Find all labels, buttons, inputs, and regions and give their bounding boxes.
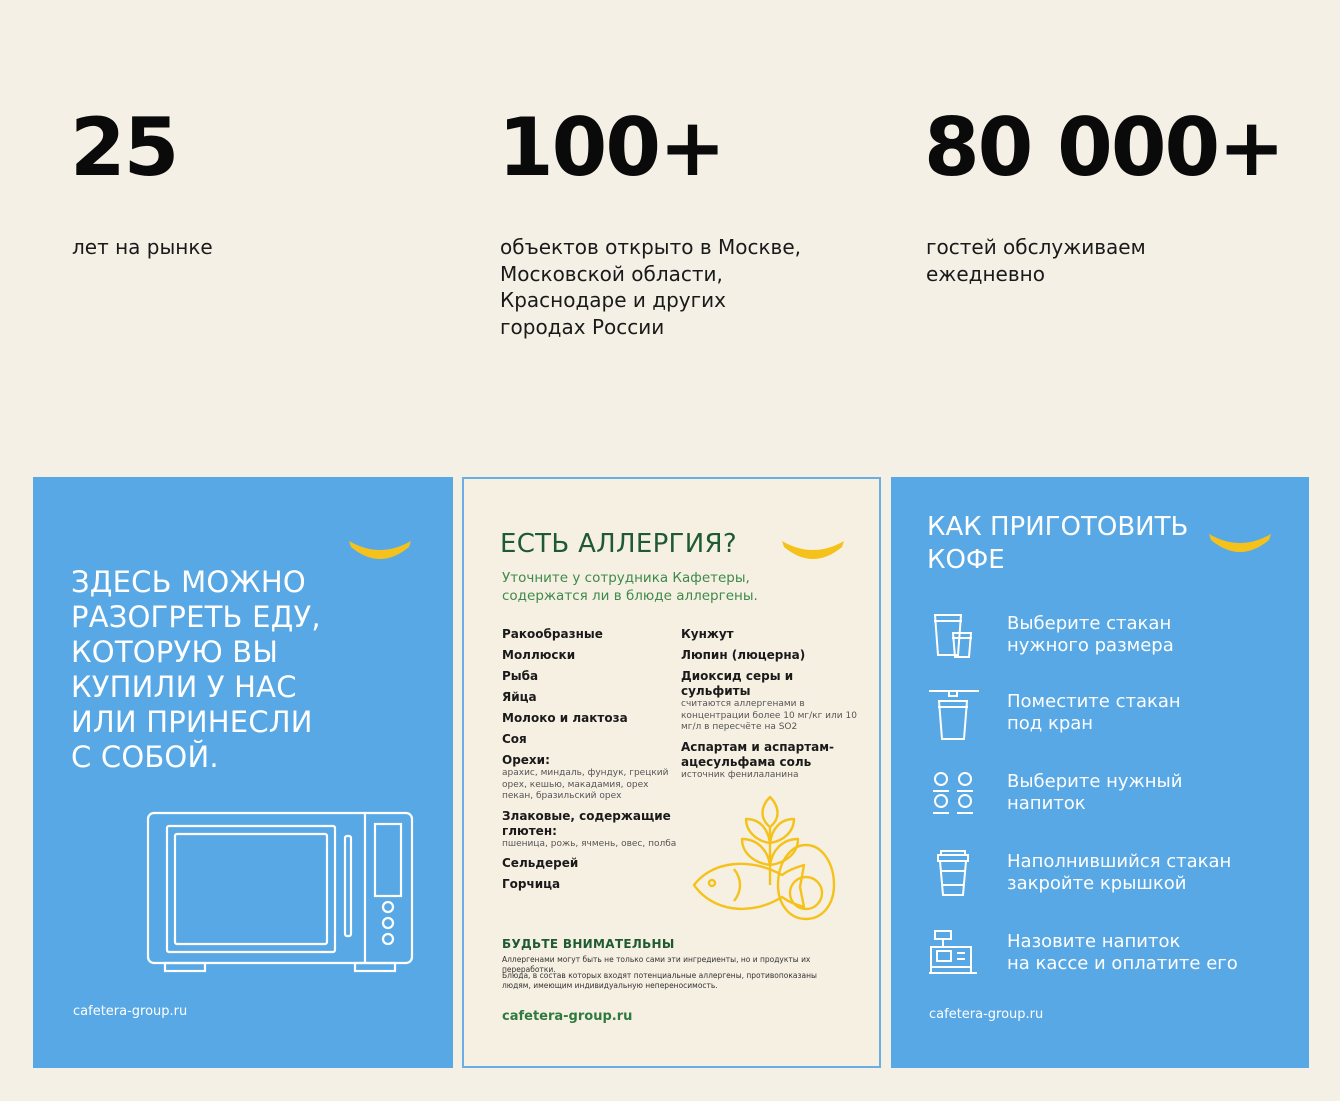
cup-lid-icon	[927, 849, 981, 899]
step-line: Назовите напиток	[1007, 931, 1181, 952]
coffee-step	[927, 769, 1287, 829]
stat-description	[926, 234, 1146, 287]
allergen-item: Горчица	[502, 877, 561, 891]
stat-number: 80 000+	[924, 101, 1284, 194]
coffee-step	[927, 929, 1287, 989]
stat-line: гостей обслуживаем	[926, 235, 1146, 259]
step-line: напиток	[1007, 792, 1086, 814]
step-line: на кассе и оплатите его	[1007, 952, 1238, 974]
allergy-poster	[462, 477, 881, 1068]
step-text	[1007, 691, 1181, 734]
site-link[interactable]: cafetera-group.ru	[502, 1009, 633, 1024]
microwave-icon	[145, 810, 415, 980]
allergen-item: Моллюски	[502, 648, 576, 662]
cups-icon	[927, 611, 981, 661]
stat-line: городах России	[500, 314, 665, 339]
stat-line: Краснодаре и других	[500, 288, 726, 312]
title-line: ЗДЕСЬ МОЖНО	[71, 565, 306, 599]
allergen-list-right	[681, 627, 861, 787]
step-line: Поместите стакан	[1007, 691, 1181, 712]
title-line: ИЛИ ПРИНЕСЛИ	[71, 705, 313, 739]
stat-line: Московской области,	[500, 261, 723, 286]
site-link[interactable]: cafetera-group.ru	[929, 1007, 1044, 1022]
coffee-step	[927, 849, 1287, 909]
coffee-title	[927, 511, 1188, 577]
step-line: Выберите стакан	[1007, 613, 1172, 634]
allergen-item: Злаковые, содержащие глютен: пшеница, рожь, ячмень, овес, полба	[502, 808, 677, 849]
step-text	[1007, 851, 1231, 894]
title-line: С СОБОЙ.	[71, 740, 219, 774]
warning-text: Блюда, в состав которых входят потенциальные аллергены, противопоказаны людям, имеющим индивидуальную непереносимость.	[502, 971, 817, 990]
cup-under-tap-icon	[927, 689, 981, 743]
warning-text: Аллергенами могут быть не только сами эти ингредиенты, но и продукты их переработки.	[502, 955, 811, 974]
title-line: КОФЕ	[927, 545, 1005, 575]
stat-number: 100+	[498, 101, 725, 194]
title-line: РАЗОГРЕТЬ ЕДУ,	[71, 600, 321, 634]
stat-line: объектов открыто в Москве,	[500, 235, 801, 259]
drink-buttons-icon	[927, 769, 981, 819]
title-line: КАК ПРИГОТОВИТЬ	[927, 512, 1189, 542]
allergy-title: ЕСТЬ АЛЛЕРГИЯ?	[500, 529, 737, 559]
title-line: КУПИЛИ У НАС	[71, 670, 297, 704]
stat-line: ежедневно	[926, 261, 1045, 286]
coffee-step	[927, 611, 1287, 671]
coffee-step	[927, 689, 1287, 749]
step-text	[1007, 613, 1174, 656]
step-line: нужного размера	[1007, 634, 1174, 656]
step-text	[1007, 931, 1238, 974]
allergen-item: Кунжут	[681, 627, 734, 641]
allergen-item: Орехи: арахис, миндаль, фундук, грецкий орех, кешью, макадамия, орех пекан, бразильский орех	[502, 753, 669, 801]
stat-description	[500, 234, 801, 340]
allergen-item: Яйца	[502, 690, 537, 704]
allergen-item: Рыба	[502, 669, 539, 683]
coffee-poster	[891, 477, 1309, 1068]
warning-title: БУДЬТЕ ВНИМАТЕЛЬНЫ	[502, 937, 675, 951]
stat-locations	[498, 100, 801, 339]
step-line: Наполнившийся стакан	[1007, 851, 1232, 872]
allergen-item: Ракообразные	[502, 627, 603, 641]
step-line: под кран	[1007, 712, 1094, 734]
stat-number: 25	[70, 101, 178, 194]
step-line: Выберите нужный	[1007, 771, 1183, 792]
allergen-item: Молоко и лактоза	[502, 711, 628, 725]
smile-arc-icon	[347, 537, 413, 563]
step-line: закройте крышкой	[1007, 872, 1187, 894]
microwave-poster	[33, 477, 453, 1068]
step-text	[1007, 771, 1182, 814]
food-allergens-icon	[690, 795, 840, 925]
allergen-item: Аспартам и аспартам-ацесульфама соль источник фенилаланина	[681, 739, 835, 780]
stat-years	[70, 100, 213, 259]
stat-description	[72, 234, 213, 261]
smile-arc-icon	[1207, 530, 1273, 556]
allergen-item: Люпин (люцерна)	[681, 648, 806, 662]
allergen-item: Диоксид серы и сульфиты считаются аллергенами в концентрации более 10 мг/кг или 10 мг/л в пересчёте на SO2	[681, 669, 857, 732]
allergen-item: Соя	[502, 732, 527, 746]
title-line: КОТОРУЮ ВЫ	[71, 635, 279, 669]
smile-arc-icon	[780, 537, 846, 563]
subtitle-line: Уточните у сотрудника Кафетеры,	[502, 570, 750, 586]
microwave-poster-title	[71, 565, 321, 775]
cash-register-icon	[927, 929, 981, 979]
allergen-list-left	[502, 627, 677, 898]
stat-guests	[924, 100, 1284, 286]
allergen-item: Сельдерей	[502, 856, 579, 870]
allergy-subtitle	[502, 569, 758, 605]
site-link[interactable]: cafetera-group.ru	[73, 1004, 188, 1019]
subtitle-line: содержатся ли в блюде аллергены.	[502, 588, 758, 604]
stat-line: лет на рынке	[72, 235, 213, 259]
